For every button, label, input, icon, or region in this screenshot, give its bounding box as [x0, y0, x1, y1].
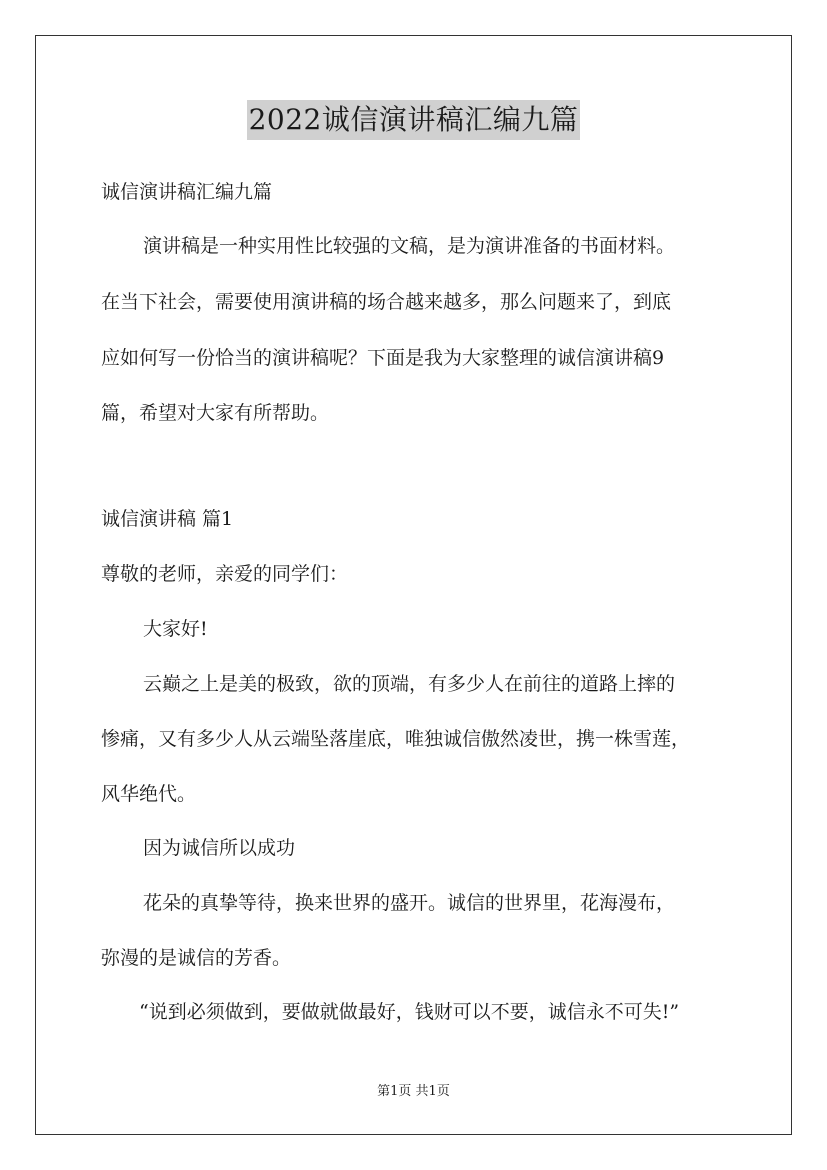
paragraph-line: 弥漫的是诚信的芳香。: [101, 947, 292, 969]
page-footer: 第1页 共1页: [377, 1084, 450, 1099]
subtitle-line: 诚信演讲稿汇编九篇: [101, 181, 273, 203]
paragraph-line: 在当下社会，需要使用演讲稿的场合越来越多，那么问题来了，到底: [101, 291, 672, 313]
title-block: [0, 100, 827, 140]
paragraph-line: 篇，希望对大家有所帮助。: [101, 402, 330, 424]
greeting-line: 大家好!: [143, 618, 208, 640]
salutation-line: 尊敬的老师，亲爱的同学们：: [101, 563, 349, 585]
paragraph-line: 花朵的真挚等待，换来世界的盛开。诚信的世界里，花海漫布，: [143, 892, 676, 914]
paragraph-line: 应如何写一份恰当的演讲稿呢？下面是我为大家整理的诚信演讲稿9: [101, 347, 665, 369]
document-title: 2022诚信演讲稿汇编九篇: [247, 100, 581, 140]
quote-line: “说到必须做到，要做就做最好，钱财可以不要，诚信永不可失!”: [139, 1001, 680, 1023]
paragraph-line: 惨痛，又有多少人从云端坠落崖底，唯独诚信傲然凌世，携一株雪莲，: [101, 728, 691, 750]
paragraph-line: 云巅之上是美的极致，欲的顶端，有多少人在前往的道路上摔的: [143, 673, 676, 695]
paragraph-line: 风华绝代。: [101, 783, 197, 805]
paragraph-line: 演讲稿是一种实用性比较强的文稿，是为演讲准备的书面材料。: [143, 235, 676, 257]
section-heading: 诚信演讲稿 篇1: [101, 508, 234, 530]
paragraph-line: 因为诚信所以成功: [143, 837, 296, 859]
